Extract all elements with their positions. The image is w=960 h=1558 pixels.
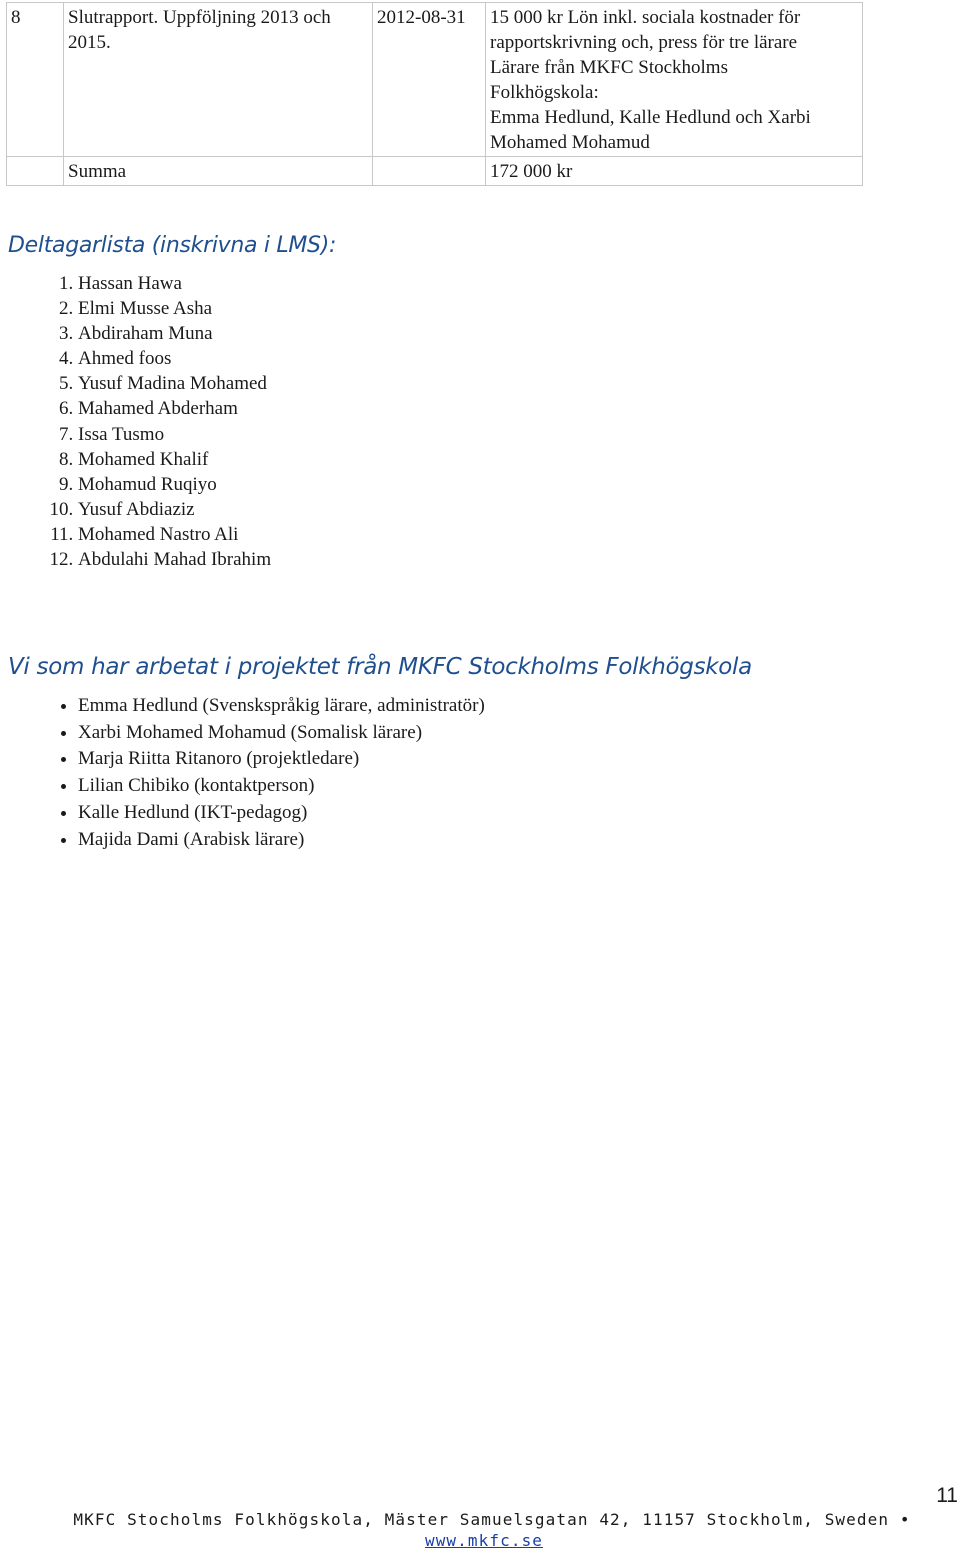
list-item: 1. Hassan Hawa [78, 271, 271, 296]
row-cost [486, 3, 863, 157]
list-item: • Majida Dami (Arabisk lärare) [78, 827, 485, 854]
cost-line: Mohamed Mohamud [490, 132, 650, 153]
empty-cell [7, 157, 64, 186]
list-item: • Xarbi Mohamed Mohamud (Somalisk lärare) [78, 720, 485, 747]
cost-line: 15 000 kr Lön inkl. sociala kostnader för [490, 7, 801, 28]
budget-table [6, 2, 863, 186]
table-row [7, 3, 863, 157]
cost-line: Lärare från MKFC Stockholms [490, 57, 728, 78]
list-item: 5. Yusuf Madina Mohamed [78, 371, 271, 396]
page-number: 11 [936, 1484, 958, 1507]
sum-label: Summa [64, 157, 373, 186]
list-item: 2. Elmi Musse Asha [78, 296, 271, 321]
footer-link-wrapper [4, 1531, 960, 1550]
row-date: 2012-08-31 [373, 3, 486, 157]
row-activity: Slutrapport. Uppföljning 2013 och 2015. [64, 3, 373, 157]
list-item: 4. Ahmed foos [78, 346, 271, 371]
staff-heading: Vi som har arbetat i projektet från MKFC Stockholms Folkhögskola [8, 654, 752, 680]
website-link[interactable]: www.mkfc.se [424, 1531, 544, 1550]
list-item: • Marja Riitta Ritanoro (projektledare) [78, 746, 485, 773]
footer-address: MKFC Stocholms Folkhögskola, Mäster Samuelsgatan 42, 11157 Stockholm, Sweden • [73, 1510, 911, 1529]
list-item: 8. Mohamed Khalif [78, 447, 271, 472]
list-item: • Emma Hedlund (Svenskspråkig lärare, administratör) [78, 693, 485, 720]
participants-heading: Deltagarlista (inskrivna i LMS): [8, 233, 337, 258]
list-item: 7. Issa Tusmo [78, 422, 271, 447]
empty-cell [373, 157, 486, 186]
participant-list [40, 271, 271, 572]
sum-value: 172 000 kr [486, 157, 863, 186]
row-number: 8 [7, 3, 64, 157]
table-row-sum [7, 157, 863, 186]
cost-line: Folkhögskola: [490, 82, 599, 103]
staff-list [40, 693, 485, 853]
cost-line: Emma Hedlund, Kalle Hedlund och Xarbi [490, 107, 811, 128]
list-item: 3. Abdiraham Muna [78, 321, 271, 346]
list-item: • Lilian Chibiko (kontaktperson) [78, 773, 485, 800]
list-item: 10. Yusuf Abdiaziz [78, 497, 271, 522]
list-item: 12. Abdulahi Mahad Ibrahim [78, 547, 271, 572]
list-item: 6. Mahamed Abderham [78, 396, 271, 421]
list-item: • Kalle Hedlund (IKT-pedagog) [78, 800, 485, 827]
list-item: 11. Mohamed Nastro Ali [78, 522, 271, 547]
list-item: 9. Mohamud Ruqiyo [78, 472, 271, 497]
cost-line: rapportskrivning och, press för tre lärare [490, 32, 798, 53]
